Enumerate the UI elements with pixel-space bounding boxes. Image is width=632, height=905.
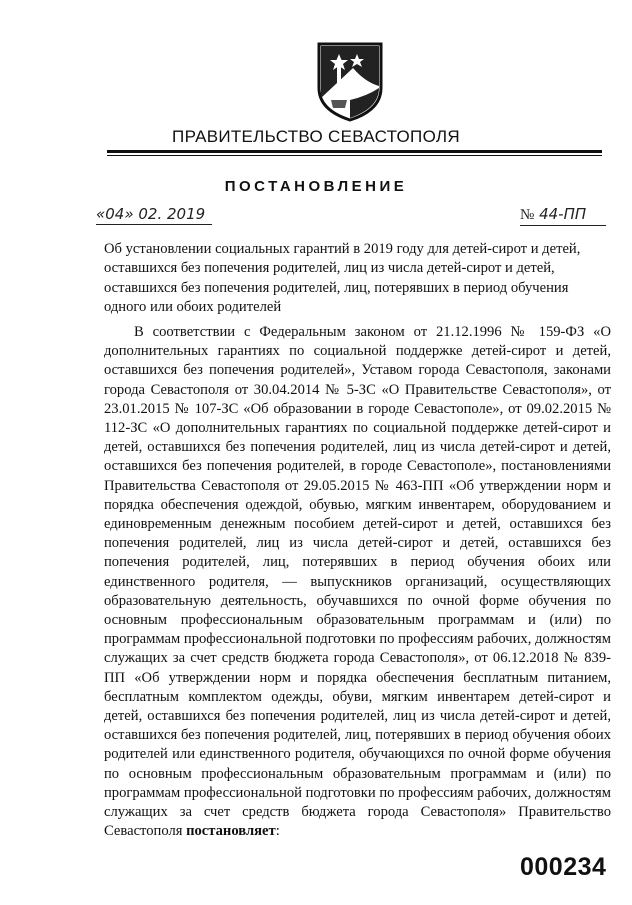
org-name: ПРАВИТЕЛЬСТВО СЕВАСТОПОЛЯ <box>172 127 460 146</box>
document-number <box>520 205 606 226</box>
number-sign: № <box>520 207 535 223</box>
document-body <box>104 323 611 841</box>
document-date: «04» 02. 2019 <box>96 205 212 225</box>
document-type: ПОСТАНОВЛЕНИЕ <box>224 178 408 195</box>
body-end-colon: : <box>275 823 280 840</box>
page-stamp-number: 000234 <box>520 853 607 881</box>
header-divider-thick <box>107 150 602 153</box>
decree-word: постановляет <box>186 823 276 840</box>
body-paragraph: В соответствии с Федеральным законом от 21.12.1996 № 159-ФЗ «О дополнительных гарантиях по социальной поддержке детей-сирот и детей, оставшихся без попечения родителей», Уставом города Севастополя, законами города Севастополя от 30.04.2014 № 5-ЗС «О Правительстве Севастополя», от 23.01.2015 № 107-ЗС «Об образовании в городе Севастополе», от 09.02.2015 № 112-ЗС «О дополнительных гарантиях по социальной поддержке детей-сирот и детей, оставшихся без попечения родителей, лиц из числа детей-сирот и детей, оставшихся без попечения родителей, в городе Севастополе», постановлениями Правительства Севастополя от 29.05.2015 № 463-ПП «Об утверждении норм и порядка обеспечения одеждой, обувью, мягким инвентарем, оборудованием и единовременным денежным пособием детей-сирот и детей, оставшихся без попечения родителей, лиц из числа детей-сирот и детей, оставшихся без попечения родителей, лиц, потерявших в период обучения обоих или единственного родителя, — выпускников организаций, осуществляющих образовательную деятельность, обучавшихся по очной форме обучения по основным профессиональным образовательным программам и (или) по программам профессиональной подготовки по профессиям рабочих, должностям служащих за счет средств бюджета города Севастополя», от 06.12.2018 № 839-ПП «Об утверждении норм и порядка обеспечения бесплатным питанием, бесплатным комплектом одежды, обуви, мягким инвентарем детей-сирот и детей, оставшихся без попечения родителей, лиц из числа детей-сирот и детей, оставшихся без попечения родителей, лиц, потерявших в период обучения обоих родителей или единственного родителя, обучающихся по очной форме обучения по основным профессиональным образовательным программам и (или) по программам профессиональной подготовки по профессиям рабочих, должностям служащих за счет средств бюджета города Севастополя» Правительство Севастополя <box>104 324 611 840</box>
document-subject: Об установлении социальных гарантий в 2019 году для детей-сирот и детей, оставшихся без попечения родителей, лиц из числа детей-сирот и детей, оставшихся без попечения родителей, лиц, потерявших в период обучения одного или обоих родителей <box>104 241 581 316</box>
number-value: 44-ПП <box>539 205 587 223</box>
header-divider-thin <box>107 155 602 156</box>
sevastopol-coat-of-arms-icon <box>315 38 385 123</box>
